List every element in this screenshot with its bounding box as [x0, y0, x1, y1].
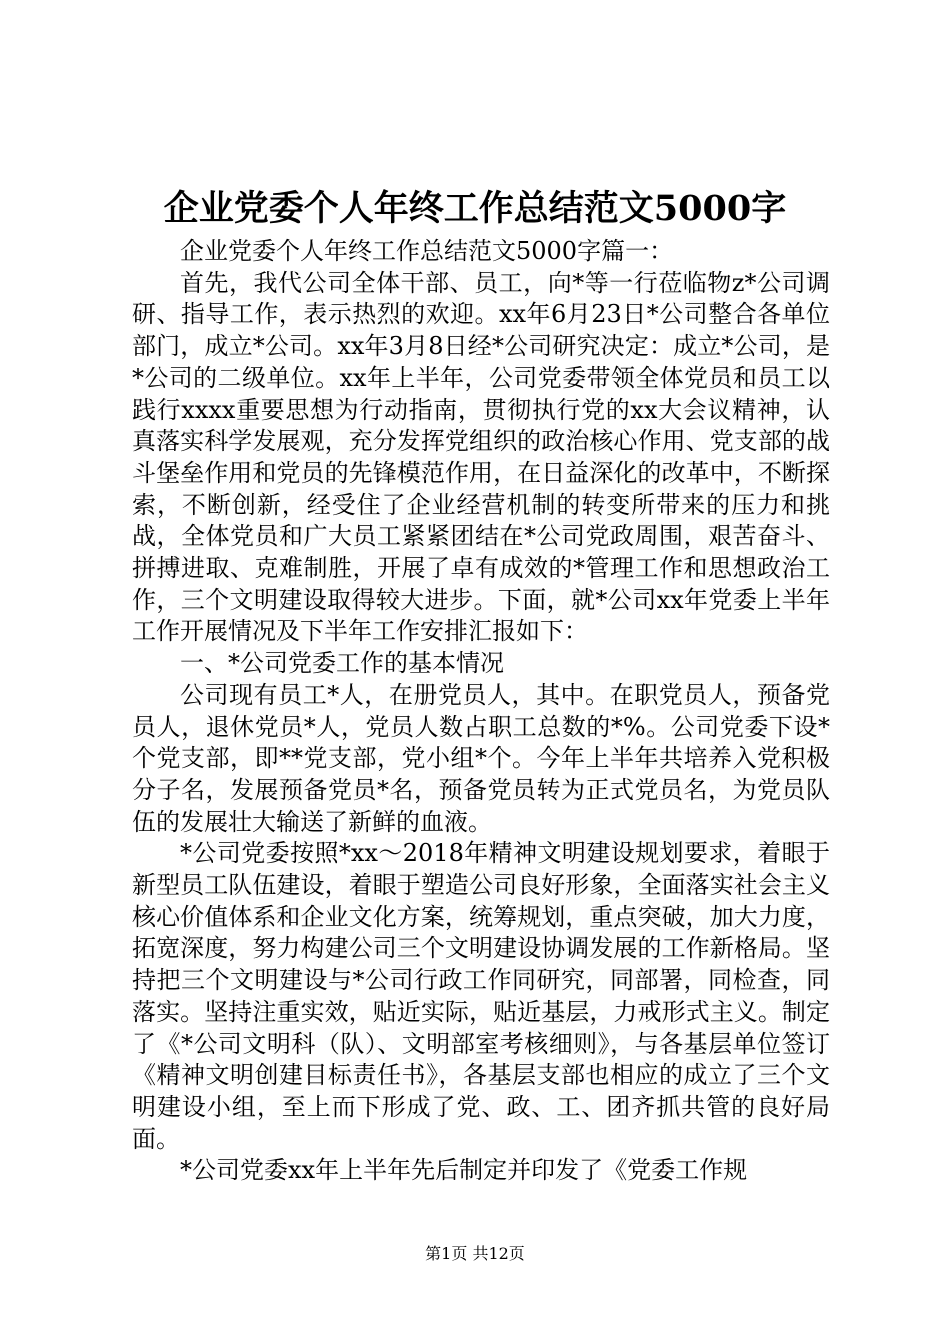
- paragraph-work-rules: *公司党委xx年上半年先后制定并印发了《党委工作规: [180, 1156, 748, 1185]
- paragraph-basic-situation: 公司现有员工*人，在册党员人，其中。在职党员人，预备党员人，退休党员*人，党员人数占职工总数的*%。公司党委下设*个党支部，即**党支部，党小组*个。今年上半年共培养入党积极分子名，发展预备党员*名，预备党员转为正式党员名，为党员队伍的发展壮大输送了新鲜的血液。: [132, 680, 830, 836]
- paragraph-section-heading: 企业党委个人年终工作总结范文5000字篇一：: [180, 237, 674, 265]
- paragraph-introduction: 首先，我代公司全体干部、员工，向*等一行莅临物z*公司调研、指导工作，表示热烈的欢迎。xx年6月23日*公司整合各单位部门，成立*公司。xx年3月8日经*公司研究决定：成立*公司，是*公司的二级单位。xx年上半年，公司党委带领全体党员和员工以践行xxxx重要思想为行动指南，贯彻执行党的xx大会议精神，认真落实科学发展观，充分发挥党组织的政治核心作用、党支部的战斗堡垒作用和党员的先锋模范作用，在日益深化的改革中，不断探索，不断创新，经受住了企业经营机制的转变所带来的压力和挑战，全体党员和广大员工紧紧团结在*公司党政周围，艰苦奋斗、拼搏进取、克难制胜，开展了卓有成效的*管理工作和思想政治工作，三个文明建设取得较大进步。下面，就*公司xx年党委上半年工作开展情况及下半年工作安排汇报如下：: [132, 268, 830, 646]
- paragraph-civilization-building: *公司党委按照*xx～2018年精神文明建设规划要求，着眼于新型员工队伍建设，着眼于塑造公司良好形象，全面落实社会主义核心价值体系和企业文化方案，统筹规划，重点突破，加大力度，拓宽深度，努力构建公司三个文明建设协调发展的工作新格局。坚持把三个文明建设与*公司行政工作同研究，同部署，同检查，同落实。坚持注重实效，贴近实际，贴近基层，力戒形式主义。制定了《*公司文明科（队）、文明部室考核细则》，与各基层单位签订《精神文明创建目标责任书》，各基层支部也相应的成立了三个文明建设小组，至上而下形成了党、政、工、团齐抓共管的良好局面。: [132, 839, 830, 1153]
- paragraph-subheading: 一、*公司党委工作的基本情况: [180, 649, 504, 678]
- page-title: 企业党委个人年终工作总结范文5000字: [163, 188, 787, 229]
- document-body: [132, 236, 830, 1187]
- page-footer: 第1页 共12页: [425, 1244, 525, 1263]
